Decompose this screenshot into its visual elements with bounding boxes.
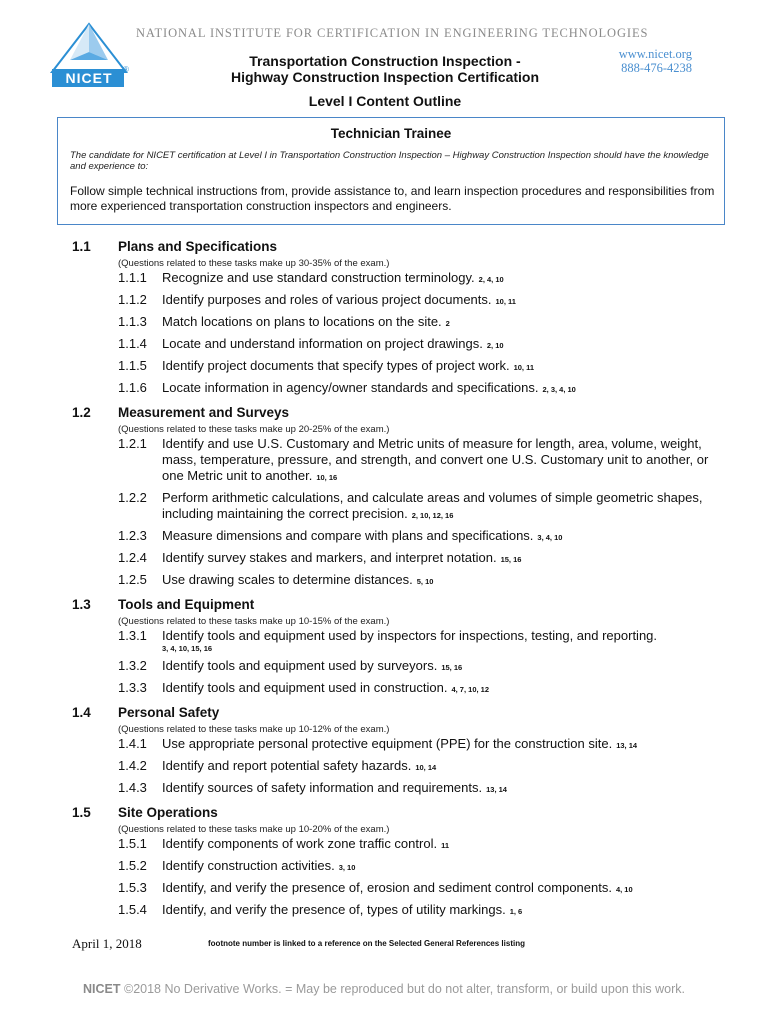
task-number: 1.3.2 bbox=[118, 658, 147, 673]
task-text: Identify sources of safety information and requirements. bbox=[162, 780, 483, 795]
task-number: 1.1.5 bbox=[118, 358, 147, 373]
section-title: Personal Safety bbox=[118, 704, 220, 720]
task-item bbox=[72, 358, 732, 376]
outline-section bbox=[72, 594, 732, 698]
task-number: 1.1.1 bbox=[118, 270, 147, 285]
trainee-description: Follow simple technical instructions from, provide assistance to, and learn inspection procedures and responsibilities from more experienced transportation construction inspectors and engineers. bbox=[70, 184, 715, 213]
task-number: 1.1.6 bbox=[118, 380, 147, 395]
section-number: 1.5 bbox=[72, 804, 91, 820]
task-description bbox=[162, 780, 732, 798]
task-item bbox=[72, 380, 732, 398]
organization-name: NATIONAL INSTITUTE FOR CERTIFICATION IN ENGINEERING TECHNOLOGIES bbox=[136, 26, 649, 40]
copyright-brand: NICET bbox=[83, 982, 121, 996]
task-number: 1.2.2 bbox=[118, 490, 147, 505]
task-text: Locate information in agency/owner standards and specifications. bbox=[162, 380, 539, 395]
task-number: 1.2.3 bbox=[118, 528, 147, 543]
task-text: Recognize and use standard construction terminology. bbox=[162, 270, 475, 285]
task-item bbox=[72, 436, 732, 486]
task-reference-numbers: 2, 3, 4, 10 bbox=[542, 385, 576, 394]
task-description bbox=[162, 628, 732, 654]
task-description bbox=[162, 380, 732, 398]
task-item bbox=[72, 292, 732, 310]
section-heading bbox=[72, 594, 732, 614]
task-number: 1.5.4 bbox=[118, 902, 147, 917]
task-number: 1.2.1 bbox=[118, 436, 147, 451]
task-item bbox=[72, 858, 732, 876]
task-description bbox=[162, 858, 732, 876]
task-text: Locate and understand information on project drawings. bbox=[162, 336, 483, 351]
outline-section bbox=[72, 236, 732, 398]
task-item bbox=[72, 314, 732, 332]
title-line-2: Highway Construction Inspection Certification bbox=[230, 69, 540, 85]
technician-trainee-box bbox=[57, 117, 725, 225]
task-item bbox=[72, 490, 732, 524]
task-description bbox=[162, 528, 732, 546]
section-exam-weight: (Questions related to these tasks make up 10-12% of the exam.) bbox=[118, 724, 390, 735]
task-text: Match locations on plans to locations on the site. bbox=[162, 314, 442, 329]
task-description bbox=[162, 880, 732, 898]
section-title: Site Operations bbox=[118, 804, 218, 820]
task-reference-numbers: 15, 16 bbox=[441, 663, 463, 672]
task-reference-numbers: 2 bbox=[445, 319, 450, 328]
task-number: 1.2.4 bbox=[118, 550, 147, 565]
section-number: 1.1 bbox=[72, 238, 91, 254]
task-item bbox=[72, 628, 732, 654]
task-number: 1.5.3 bbox=[118, 880, 147, 895]
task-description bbox=[162, 550, 732, 568]
task-reference-numbers: 3, 4, 10 bbox=[537, 533, 563, 542]
task-reference-numbers: 2, 10, 12, 16 bbox=[411, 511, 454, 520]
nicet-logo bbox=[46, 22, 132, 90]
section-title: Tools and Equipment bbox=[118, 596, 255, 612]
task-number: 1.1.4 bbox=[118, 336, 147, 351]
task-description bbox=[162, 836, 732, 854]
task-reference-numbers: 13, 14 bbox=[486, 785, 507, 794]
task-number: 1.2.5 bbox=[118, 572, 147, 587]
task-number: 1.1.2 bbox=[118, 292, 147, 307]
task-description bbox=[162, 336, 732, 354]
task-description bbox=[162, 736, 732, 754]
task-reference-numbers: 4, 7, 10, 12 bbox=[451, 685, 489, 694]
task-text: Identify tools and equipment used by surveyors. bbox=[162, 658, 438, 673]
task-description bbox=[162, 572, 732, 590]
task-reference-numbers: 10, 11 bbox=[495, 297, 516, 306]
task-item bbox=[72, 336, 732, 354]
task-number: 1.4.2 bbox=[118, 758, 147, 773]
task-item bbox=[72, 270, 732, 288]
task-item bbox=[72, 528, 732, 546]
task-description bbox=[162, 436, 732, 486]
task-text: Identify construction activities. bbox=[162, 858, 335, 873]
task-reference-numbers: 11 bbox=[441, 841, 450, 850]
task-reference-numbers: 3, 10 bbox=[338, 863, 356, 872]
section-number: 1.2 bbox=[72, 404, 91, 420]
section-exam-weight: (Questions related to these tasks make up 10-20% of the exam.) bbox=[118, 824, 390, 835]
task-description bbox=[162, 490, 732, 524]
title-line-1: Transportation Construction Inspection - bbox=[249, 53, 521, 69]
task-reference-numbers: 4, 10 bbox=[615, 885, 633, 894]
logo-text: NICET bbox=[65, 70, 113, 86]
content-outline bbox=[72, 236, 732, 924]
task-number: 1.5.1 bbox=[118, 836, 147, 851]
section-exam-weight: (Questions related to these tasks make up 30-35% of the exam.) bbox=[118, 258, 390, 269]
task-text: Identify project documents that specify types of project work. bbox=[162, 358, 510, 373]
footer-date: April 1, 2018 bbox=[72, 936, 142, 951]
phone-number: 888-476-4238 bbox=[621, 61, 692, 75]
task-reference-numbers: 2, 4, 10 bbox=[478, 275, 504, 284]
task-reference-numbers: 10, 11 bbox=[513, 363, 535, 372]
section-title: Measurement and Surveys bbox=[118, 404, 290, 420]
task-text: Use drawing scales to determine distances. bbox=[162, 572, 413, 587]
task-description bbox=[162, 292, 732, 310]
task-item bbox=[72, 680, 732, 698]
task-reference-numbers: 2, 10 bbox=[486, 341, 504, 350]
copyright-text: ©2018 No Derivative Works. = May be reproduced but do not alter, transform, or build upon this work. bbox=[120, 982, 685, 996]
task-text: Identify, and verify the presence of, types of utility markings. bbox=[162, 902, 506, 917]
outline-section bbox=[72, 702, 732, 798]
task-text: Identify survey stakes and markers, and interpret notation. bbox=[162, 550, 497, 565]
trainee-intro: The candidate for NICET certification at Level I in Transportation Construction Inspection – Highway Construction Inspection should have the knowledge and experience to: bbox=[70, 150, 709, 172]
section-number: 1.3 bbox=[72, 596, 91, 612]
task-item bbox=[72, 572, 732, 590]
task-item bbox=[72, 550, 732, 568]
task-item bbox=[72, 736, 732, 754]
task-text: Identify and report potential safety hazards. bbox=[162, 758, 412, 773]
outline-section bbox=[72, 402, 732, 590]
task-text: Identify and use U.S. Customary and Metric units of measure for length, area, volume, weight, mass, temperature, pressure, and strength, and convert one U.S. Customary unit to another, or one Metric unit to another. bbox=[162, 436, 709, 483]
task-reference-numbers: 10, 14 bbox=[415, 763, 437, 772]
task-reference-numbers: 10, 16 bbox=[316, 473, 338, 482]
task-item bbox=[72, 836, 732, 854]
task-text: Identify components of work zone traffic control. bbox=[162, 836, 438, 851]
certification-title bbox=[210, 53, 560, 85]
task-item bbox=[72, 902, 732, 920]
task-text: Measure dimensions and compare with plans and specifications. bbox=[162, 528, 534, 543]
copyright-notice bbox=[0, 982, 768, 996]
task-reference-numbers: 1, 6 bbox=[509, 907, 523, 916]
task-text: Identify purposes and roles of various project documents. bbox=[162, 292, 492, 307]
task-item bbox=[72, 780, 732, 798]
task-reference-numbers: 5, 10 bbox=[416, 577, 434, 586]
logo-registered-mark: ® bbox=[123, 65, 129, 74]
task-number: 1.4.3 bbox=[118, 780, 147, 795]
task-reference-numbers: 13, 14 bbox=[616, 741, 638, 750]
task-number: 1.3.1 bbox=[118, 628, 147, 643]
trainee-title: Technician Trainee bbox=[330, 126, 452, 141]
task-item bbox=[72, 758, 732, 776]
task-item bbox=[72, 658, 732, 676]
section-number: 1.4 bbox=[72, 704, 91, 720]
section-heading bbox=[72, 402, 732, 422]
task-text: Identify tools and equipment used by inspectors for inspections, testing, and reporting. bbox=[162, 628, 658, 643]
task-item bbox=[72, 880, 732, 898]
task-number: 1.5.2 bbox=[118, 858, 147, 873]
task-text: Identify tools and equipment used in construction. bbox=[162, 680, 448, 695]
section-heading bbox=[72, 802, 732, 822]
contact-info bbox=[582, 47, 692, 75]
task-number: 1.3.3 bbox=[118, 680, 147, 695]
task-description bbox=[162, 658, 732, 676]
section-heading bbox=[72, 236, 732, 256]
website-link[interactable]: www.nicet.org bbox=[618, 47, 692, 61]
task-text: Use appropriate personal protective equipment (PPE) for the construction site. bbox=[162, 736, 613, 751]
outline-section bbox=[72, 802, 732, 920]
task-reference-numbers: 3, 4, 10, 15, 16 bbox=[162, 644, 213, 653]
section-exam-weight: (Questions related to these tasks make up 10-15% of the exam.) bbox=[118, 616, 390, 627]
task-text: Identify, and verify the presence of, erosion and sediment control components. bbox=[162, 880, 612, 895]
task-number: 1.1.3 bbox=[118, 314, 147, 329]
task-description bbox=[162, 358, 732, 376]
section-exam-weight: (Questions related to these tasks make up 20-25% of the exam.) bbox=[118, 424, 390, 435]
task-description bbox=[162, 758, 732, 776]
section-heading bbox=[72, 702, 732, 722]
level-title: Level I Content Outline bbox=[308, 93, 462, 109]
task-number: 1.4.1 bbox=[118, 736, 147, 751]
footnote-note: footnote number is linked to a reference on the Selected General References listing bbox=[208, 939, 525, 948]
task-description bbox=[162, 902, 732, 920]
task-description bbox=[162, 680, 732, 698]
task-description bbox=[162, 314, 732, 332]
task-text: Perform arithmetic calculations, and calculate areas and volumes of simple geometric shapes, including maintaining the correct precision. bbox=[162, 490, 703, 521]
section-title: Plans and Specifications bbox=[118, 238, 278, 254]
task-description bbox=[162, 270, 732, 288]
task-reference-numbers: 15, 16 bbox=[500, 555, 522, 564]
